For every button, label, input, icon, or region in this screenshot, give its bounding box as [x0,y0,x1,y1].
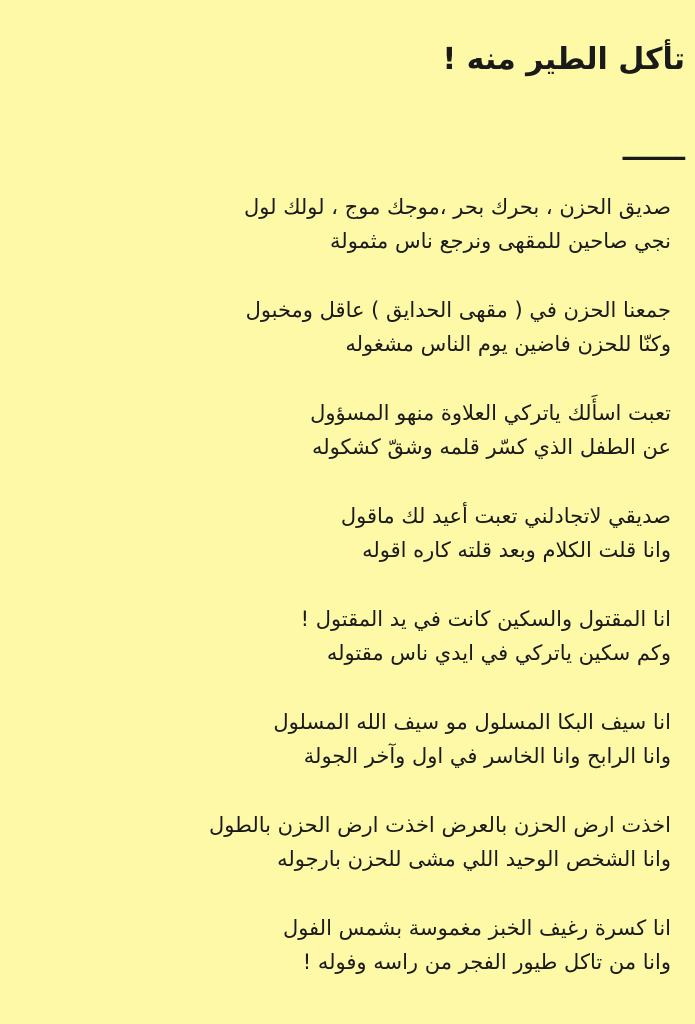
poem-body [10,190,671,1014]
verse-line: انا سيف البكا المسلول مو سيف الله المسلول [273,710,671,734]
stanza [10,911,671,979]
verse-line: تعبت اسأَلك ياتركي العلاوة منهو المسؤول [310,401,671,425]
stanza [10,190,671,258]
verse-line: صديق الحزن ، بحرك بحر ،موجك موج ، لولك لول [244,195,671,219]
verse-line: وانا قلت الكلام وبعد قلته كاره اقوله [362,538,671,562]
stanza [10,293,671,361]
verse-line: انا المقتول والسكين كانت في يد المقتول ! [300,607,671,631]
stanza [10,705,671,773]
verse-line: جمعنا الحزن في ( مقهى الحدايق ) عاقل ومخبول [245,298,671,322]
stanza [10,808,671,876]
verse-line: وكنّا للحزن فاضين يوم الناس مشغوله [345,332,671,356]
stanza [10,602,671,670]
verse-line: وانا الشخص الوحيد اللي مشى للحزن بارجوله [277,847,671,871]
verse-line: وانا من تاكل طيور الفجر من راسه وفوله ! [302,950,671,974]
verse-line: وكم سكين ياتركي في ايدي ناس مقتوله [326,641,671,665]
verse-line: وانا الرابح وانا الخاسر في اول وآخر الجولة [303,744,671,768]
verse-line: اخذت ارض الحزن بالعرض اخذت ارض الحزن بالطول [209,813,671,837]
stanza [10,396,671,464]
title-divider: ـــــــ [622,137,685,167]
verse-line: عن الطفل الذي كسّر قلمه وشقّ كشكوله [311,435,671,459]
verse-line: صديقي لاتجادلني تعبت أعيد لك ماقول [340,504,671,528]
poem-title: تأكل الطير منه ! [442,42,685,77]
verse-line: انا كسرة رغيف الخبز مغموسة بشمس الفول [282,916,671,940]
verse-line: نجي صاحين للمقهى ونرجع ناس مثمولة [330,229,671,253]
stanza [10,499,671,567]
